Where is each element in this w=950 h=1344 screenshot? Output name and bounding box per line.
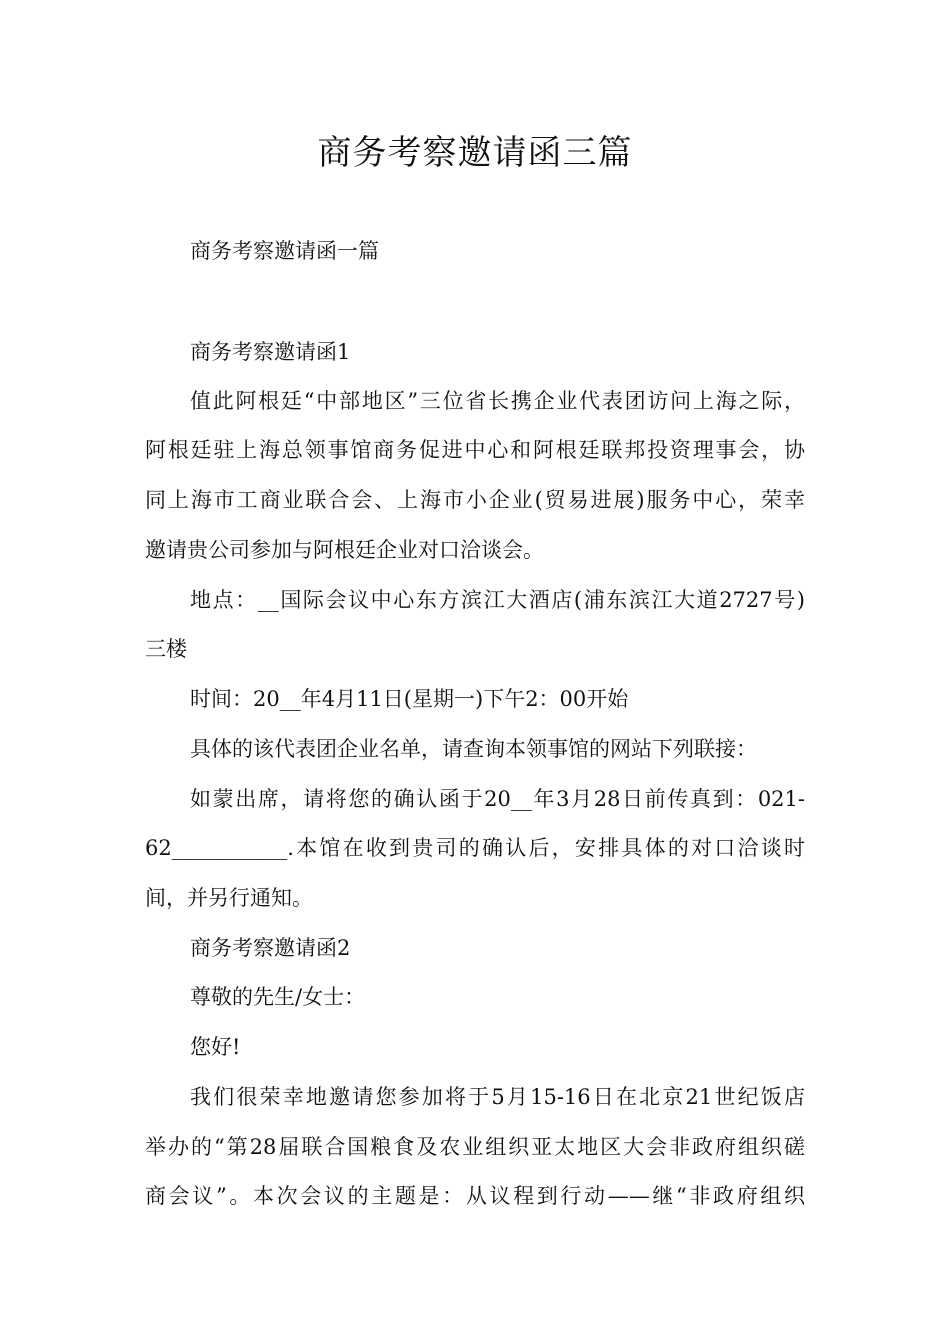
paragraph-line: 举办的“第28届联合国粮食及农业组织亚太地区大会非政府组织磋: [145, 1135, 805, 1159]
paragraph-line: 邀请贵公司参加与阿根廷企业对口洽谈会。: [145, 538, 544, 562]
subtitle-first-letter: 商务考察邀请函一篇: [190, 239, 379, 263]
location-line: 三楼: [145, 637, 187, 661]
time-line: 时间：20__年4月11日(星期一)下午2：00开始: [190, 687, 629, 711]
confirmation-line: 间，并另行通知。: [145, 886, 313, 910]
paragraph-line: 商会议”。本次会议的主题是：从议程到行动——继“非政府组织: [145, 1184, 805, 1208]
confirmation-line: 62___________.本馆在收到贵司的确认后，安排具体的对口洽谈时: [145, 836, 805, 860]
heading-letter-1: 商务考察邀请函1: [190, 340, 351, 364]
heading-letter-2: 商务考察邀请函2: [190, 936, 351, 960]
document-title: 商务考察邀请函三篇: [317, 133, 633, 173]
greeting: 您好!: [190, 1035, 241, 1059]
salutation: 尊敬的先生/女士：: [190, 985, 366, 1009]
confirmation-line: 如蒙出席，请将您的确认函于20__年3月28日前传真到：021-: [190, 787, 805, 811]
paragraph-line: 值此阿根廷“中部地区”三位省长携企业代表团访问上海之际，: [190, 389, 805, 413]
location-line: 地点：__国际会议中心东方滨江大酒店(浦东滨江大道2727号): [190, 588, 805, 612]
company-list-line: 具体的该代表团企业名单，请查询本领事馆的网站下列联接：: [190, 737, 757, 761]
paragraph-line: 阿根廷驻上海总领事馆商务促进中心和阿根廷联邦投资理事会，协: [145, 438, 805, 462]
paragraph-line: 我们很荣幸地邀请您参加将于5月15-16日在北京21世纪饭店: [190, 1085, 805, 1109]
paragraph-line: 同上海市工商业联合会、上海市小企业(贸易进展)服务中心，荣幸: [145, 488, 805, 512]
